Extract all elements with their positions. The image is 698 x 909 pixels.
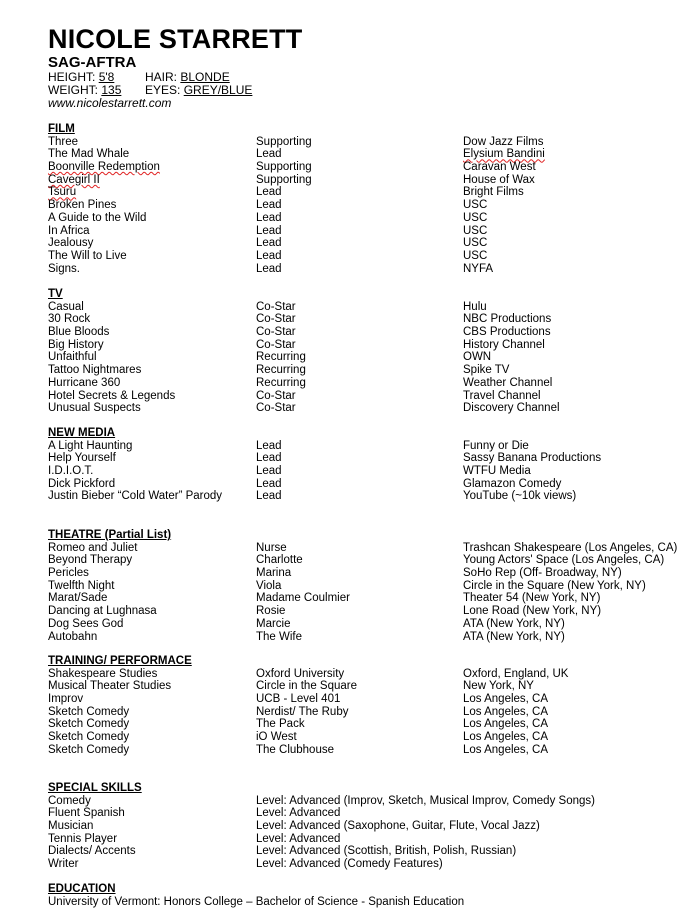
entry-role: Viola (256, 579, 282, 592)
training-row (48, 693, 688, 706)
tv-row (48, 390, 688, 403)
entry-role: Supporting (256, 161, 312, 174)
film-row (48, 263, 688, 276)
entry-title: Sketch Comedy (48, 731, 130, 744)
theatre-heading: THEATRE (Partial List) (48, 529, 172, 541)
film-row (48, 148, 688, 161)
entry-venue: Elysium Bandini (463, 148, 545, 161)
new-media-row (48, 452, 688, 465)
entry-venue: Spike TV (463, 364, 510, 377)
entry-role: Nurse (256, 541, 287, 554)
tv-row (48, 301, 688, 314)
entry-role: Lead (256, 237, 282, 250)
theatre-row (48, 567, 688, 580)
skills-row (48, 795, 688, 808)
entry-role: Circle in the Square (256, 680, 357, 693)
tv-heading: TV (48, 288, 63, 300)
entry-role: Oxford University (256, 667, 345, 680)
theatre-row (48, 618, 688, 631)
tv-row (48, 351, 688, 364)
entry-title: Musical Theater Studies (48, 680, 172, 693)
entry-role: Lead (256, 224, 282, 237)
entry-role: Supporting (256, 173, 312, 186)
entry-venue: Los Angeles, CA (463, 743, 549, 756)
education-text: University of Vermont: Honors College – Bachelor of Science - Spanish Education (48, 895, 465, 908)
training-heading: TRAINING/ PERFORMACE (48, 655, 192, 667)
entry-title: Beyond Therapy (48, 554, 133, 567)
entry-role: iO West (256, 731, 297, 744)
entry-title: Three (48, 135, 79, 148)
entry-role: Lead (256, 249, 282, 262)
entry-role: The Wife (256, 630, 303, 643)
weight-value: 135 (101, 83, 122, 97)
entry-role: Recurring (256, 376, 306, 389)
entry-title: Improv (48, 693, 84, 706)
training-section (48, 655, 688, 757)
entry-role: Level: Advanced (256, 807, 341, 820)
entry-title: Casual (48, 300, 84, 313)
entry-title: Dialects/ Accents (48, 845, 136, 858)
entry-venue: Trashcan Shakespeare (Los Angeles, CA) (463, 541, 678, 554)
theatre-row (48, 605, 688, 618)
entry-role: Charlotte (256, 554, 303, 567)
entry-title: Writer (48, 858, 79, 871)
entry-role: The Clubhouse (256, 743, 334, 756)
entry-venue: YouTube (~10k views) (463, 490, 577, 503)
skills-heading: SPECIAL SKILLS (48, 782, 142, 794)
entry-venue: Sassy Banana Productions (463, 452, 602, 465)
entry-venue: USC (463, 237, 488, 250)
entry-role: Lead (256, 186, 282, 199)
height-label: HEIGHT: (48, 70, 96, 84)
entry-venue: CBS Productions (463, 326, 551, 339)
film-row (48, 212, 688, 225)
entry-title: Sketch Comedy (48, 743, 130, 756)
entry-role: Lead (256, 262, 282, 275)
entry-venue: Hulu (463, 300, 487, 313)
film-row (48, 199, 688, 212)
skills-list (48, 795, 688, 871)
entry-title: Dick Pickford (48, 477, 116, 490)
tv-credits (48, 301, 688, 415)
entry-venue: New York, NY (463, 680, 534, 693)
eyes-label: EYES: (145, 83, 181, 97)
entry-venue: SoHo Rep (Off- Broadway, NY) (463, 567, 622, 580)
entry-title: Blue Bloods (48, 326, 110, 339)
skills-row (48, 845, 688, 858)
new-media-row (48, 490, 688, 503)
film-heading: FILM (48, 123, 75, 135)
new-media-row (48, 478, 688, 491)
tv-row (48, 364, 688, 377)
new-media-row (48, 465, 688, 478)
entry-venue: NYFA (463, 262, 494, 275)
training-row (48, 744, 688, 757)
skills-row (48, 858, 688, 871)
union-affiliation: SAG-AFTRA (48, 54, 137, 71)
entry-title: Unusual Suspects (48, 402, 141, 415)
entry-title: Signs. (48, 262, 80, 275)
website-link[interactable]: www.nicolestarrett.com (48, 96, 172, 110)
education-section (48, 883, 688, 908)
entry-title: Fluent Spanish (48, 807, 125, 820)
entry-title: The Mad Whale (48, 148, 130, 161)
entry-role: Co-Star (256, 313, 296, 326)
film-row (48, 136, 688, 149)
entry-role: Recurring (256, 351, 306, 364)
entry-title: The Will to Live (48, 249, 127, 262)
entry-title: Musician (48, 820, 94, 833)
entry-venue: ATA (New York, NY) (463, 617, 565, 630)
entry-title: Romeo and Juliet (48, 541, 138, 554)
entry-title: Help Yourself (48, 452, 116, 465)
entry-venue: USC (463, 249, 488, 262)
entry-role: Lead (256, 477, 282, 490)
entry-title: Jealousy (48, 237, 94, 250)
tv-row (48, 402, 688, 415)
education-entry (48, 896, 688, 909)
entry-venue: USC (463, 199, 488, 212)
theatre-row (48, 580, 688, 593)
entry-title: Dog Sees God (48, 617, 124, 630)
entry-venue: Travel Channel (463, 389, 541, 402)
entry-venue: Theater 54 (New York, NY) (463, 592, 601, 605)
new-media-section (48, 427, 688, 503)
entry-title: Autobahn (48, 630, 98, 643)
entry-title: Big History (48, 338, 104, 351)
entry-role: Lead (256, 199, 282, 212)
entry-title: A Guide to the Wild (48, 211, 147, 224)
education-heading: EDUCATION (48, 883, 116, 895)
film-section (48, 123, 688, 275)
entry-title: 30 Rock (48, 313, 91, 326)
entry-role: Lead (256, 490, 282, 503)
entry-title: I.D.I.O.T. (48, 465, 94, 478)
training-list (48, 668, 688, 757)
height-value: 5'8 (98, 70, 115, 84)
theatre-row (48, 542, 688, 555)
training-row (48, 680, 688, 693)
entry-venue: Weather Channel (463, 376, 553, 389)
entry-venue: NBC Productions (463, 313, 552, 326)
entry-venue: USC (463, 211, 488, 224)
entry-venue: Young Actors' Space (Los Angeles, CA) (463, 554, 665, 567)
new-media-heading: NEW MEDIA (48, 427, 116, 439)
entry-venue: ATA (New York, NY) (463, 630, 565, 643)
entry-role: UCB - Level 401 (256, 693, 341, 706)
skills-row (48, 833, 688, 846)
entry-role: Lead (256, 465, 282, 478)
skills-row (48, 807, 688, 820)
eyes-value: GREY/BLUE (183, 83, 253, 97)
entry-venue: OWN (463, 351, 492, 364)
entry-title: Dancing at Lughnasa (48, 605, 157, 618)
entry-title: Unfaithful (48, 351, 97, 364)
entry-title: Pericles (48, 567, 89, 580)
entry-role: Co-Star (256, 402, 296, 415)
entry-venue: Bright Films (463, 186, 524, 199)
entry-title: Tattoo Nightmares (48, 364, 142, 377)
training-row (48, 706, 688, 719)
theatre-row (48, 554, 688, 567)
entry-title: Comedy (48, 794, 91, 807)
entry-venue: Los Angeles, CA (463, 693, 549, 706)
entry-title: Tsuru (48, 186, 77, 199)
entry-role: Recurring (256, 364, 306, 377)
entry-role: Rosie (256, 605, 286, 618)
entry-role: Marcie (256, 617, 291, 630)
entry-role: Co-Star (256, 300, 296, 313)
entry-role: Lead (256, 452, 282, 465)
entry-venue: Caravan West (463, 161, 536, 174)
entry-venue: Los Angeles, CA (463, 731, 549, 744)
theatre-credits (48, 542, 688, 644)
weight-label: WEIGHT: (48, 83, 98, 97)
film-row (48, 161, 688, 174)
film-row (48, 237, 688, 250)
entry-role: Level: Advanced (256, 832, 341, 845)
training-row (48, 668, 688, 681)
entry-role: Level: Advanced (Scottish, British, Polish, Russian) (256, 845, 517, 858)
skills-section (48, 782, 688, 871)
theatre-row (48, 631, 688, 644)
hair-value: BLONDE (180, 70, 230, 84)
entry-role: Level: Advanced (Improv, Sketch, Musical Improv, Comedy Songs) (256, 794, 595, 807)
hair-label: HAIR: (145, 70, 178, 84)
entry-title: Broken Pines (48, 199, 117, 212)
film-row (48, 186, 688, 199)
tv-row (48, 377, 688, 390)
tv-row (48, 339, 688, 352)
training-row (48, 718, 688, 731)
entry-venue: History Channel (463, 338, 545, 351)
entry-venue: WTFU Media (463, 465, 531, 478)
entry-title: Marat/Sade (48, 592, 108, 605)
entry-title: Boonville Redemption (48, 161, 160, 174)
entry-venue: Glamazon Comedy (463, 477, 562, 490)
entry-role: Co-Star (256, 326, 296, 339)
entry-venue: Los Angeles, CA (463, 718, 549, 731)
entry-role: Level: Advanced (Comedy Features) (256, 858, 443, 871)
entry-venue: Discovery Channel (463, 402, 560, 415)
tv-section (48, 288, 688, 415)
training-row (48, 731, 688, 744)
entry-role: Co-Star (256, 338, 296, 351)
new-media-row (48, 440, 688, 453)
tv-row (48, 326, 688, 339)
entry-role: The Pack (256, 718, 305, 731)
entry-title: A Light Haunting (48, 439, 133, 452)
entry-role: Marina (256, 567, 292, 580)
entry-venue: Circle in the Square (New York, NY) (463, 579, 646, 592)
film-row (48, 225, 688, 238)
entry-venue: House of Wax (463, 173, 535, 186)
film-credits (48, 136, 688, 276)
theatre-row (48, 592, 688, 605)
entry-venue: Dow Jazz Films (463, 135, 544, 148)
entry-role: Madame Coulmier (256, 592, 350, 605)
entry-role: Nerdist/ The Ruby (256, 705, 349, 718)
entry-venue: USC (463, 224, 488, 237)
entry-title: Sketch Comedy (48, 718, 130, 731)
entry-venue: Los Angeles, CA (463, 705, 549, 718)
entry-title: Twelfth Night (48, 579, 115, 592)
entry-title: Hotel Secrets & Legends (48, 389, 176, 402)
entry-title: Sketch Comedy (48, 705, 130, 718)
entry-venue: Funny or Die (463, 439, 529, 452)
entry-title: Justin Bieber “Cold Water” Parody (48, 490, 223, 503)
film-row (48, 174, 688, 187)
entry-role: Lead (256, 439, 282, 452)
entry-role: Lead (256, 148, 282, 161)
entry-venue: Oxford, England, UK (463, 667, 569, 680)
entry-role: Co-Star (256, 389, 296, 402)
tv-row (48, 313, 688, 326)
entry-role: Lead (256, 211, 282, 224)
entry-title: Shakespeare Studies (48, 667, 158, 680)
new-media-credits (48, 440, 688, 503)
skills-row (48, 820, 688, 833)
entry-role: Supporting (256, 135, 312, 148)
entry-title: Tennis Player (48, 832, 118, 845)
entry-venue: Lone Road (New York, NY) (463, 605, 602, 618)
film-row (48, 250, 688, 263)
actor-name: NICOLE STARRETT (48, 24, 303, 54)
entry-title: In Africa (48, 224, 90, 237)
entry-role: Level: Advanced (Saxophone, Guitar, Flute, Vocal Jazz) (256, 820, 540, 833)
entry-title: Hurricane 360 (48, 376, 121, 389)
entry-title: Cavegirl II (48, 173, 100, 186)
theatre-section (48, 529, 688, 643)
